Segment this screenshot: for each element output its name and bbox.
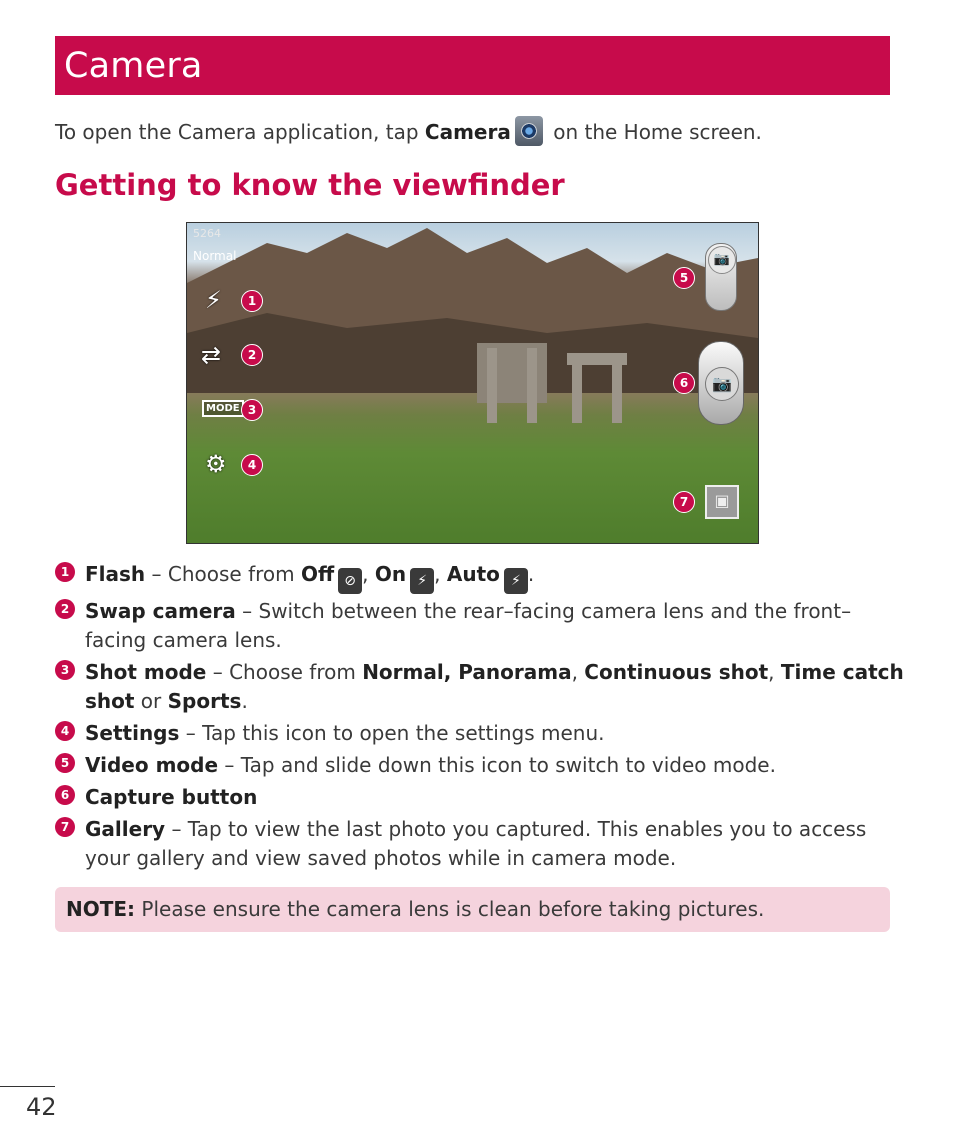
callout-4: 4 <box>241 454 263 476</box>
mode-option: Time catch shot <box>85 660 904 713</box>
intro-app-name: Camera <box>424 120 511 144</box>
intro-text-before: To open the Camera application, tap <box>55 120 425 144</box>
gallery-thumbnail[interactable]: ▣ <box>705 485 739 519</box>
item-desc: – Choose from <box>206 660 363 684</box>
camera-icon: 📷 <box>708 246 736 274</box>
section-title: Getting to know the viewfinder <box>55 168 565 202</box>
callout-1: 1 <box>241 290 263 312</box>
item-desc: – Tap this icon to open the settings menu. <box>179 721 605 745</box>
item-number: 3 <box>55 660 75 680</box>
camera-app-icon <box>515 116 543 146</box>
separator: , <box>571 660 585 684</box>
intro-text-after: on the Home screen. <box>546 120 762 144</box>
page-number: 42 <box>26 1093 57 1121</box>
swap-camera-icon[interactable]: ⇄ <box>201 341 222 369</box>
item-name: Settings <box>85 721 180 745</box>
separator: , <box>434 562 447 586</box>
flash-off-label: Off <box>300 562 335 586</box>
flash-on-label: On <box>374 562 407 586</box>
list-item-video-mode <box>55 751 905 780</box>
page-title: Camera <box>64 46 203 86</box>
item-name: Swap camera <box>85 599 236 623</box>
viewfinder-image <box>186 222 759 544</box>
mode-option: Sports <box>167 689 242 713</box>
mode-option: Normal, Panorama <box>362 660 572 684</box>
item-name: Capture button <box>85 785 258 809</box>
callout-5: 5 <box>673 267 695 289</box>
item-desc: – Switch between the rear–facing camera lens and the front–facing camera lens. <box>85 599 852 652</box>
flash-off-icon: ⊘ <box>338 568 362 594</box>
note-label: NOTE: <box>66 897 136 921</box>
callout-2: 2 <box>241 344 263 366</box>
shutter-camera-icon: 📷 <box>705 367 739 401</box>
item-name: Shot mode <box>85 660 207 684</box>
flash-on-icon: ⚡ <box>410 568 434 594</box>
feature-list <box>55 560 905 876</box>
item-number: 4 <box>55 721 75 741</box>
flash-auto-label: Auto <box>446 562 500 586</box>
note-body: Please ensure the camera lens is clean before taking pictures. <box>135 897 765 921</box>
flash-auto-icon: ⚡ <box>504 568 528 594</box>
note-box <box>55 887 890 932</box>
terminator: . <box>241 689 248 713</box>
separator: , <box>362 562 375 586</box>
settings-gear-icon[interactable]: ⚙ <box>205 450 227 478</box>
item-desc: – Tap and slide down this icon to switch to video mode. <box>218 753 776 777</box>
list-item-capture-button <box>55 783 905 812</box>
mountain-landscape <box>187 223 758 423</box>
separator: or <box>134 689 168 713</box>
callout-6: 6 <box>673 372 695 394</box>
item-desc: – Tap to view the last photo you captured. This enables you to access your gallery and view saved photos while in camera mode. <box>85 817 867 870</box>
item-number: 5 <box>55 753 75 773</box>
video-mode-switch[interactable] <box>705 243 737 311</box>
list-item-flash <box>55 560 905 594</box>
terminator: . <box>527 562 535 586</box>
separator: , <box>768 660 781 684</box>
note-text <box>66 896 764 922</box>
remaining-shots: 5264 <box>193 227 221 240</box>
mode-option: Continuous shot <box>584 660 769 684</box>
item-number: 2 <box>55 599 75 619</box>
item-name: Video mode <box>85 753 219 777</box>
intro-paragraph <box>55 116 762 146</box>
list-item-shot-mode <box>55 658 905 716</box>
mode-icon[interactable]: MODE <box>202 400 244 417</box>
header-bar <box>55 36 890 95</box>
item-desc: – Choose from <box>145 562 301 586</box>
shot-mode-label: Normal <box>193 249 237 263</box>
list-item-swap-camera <box>55 597 905 655</box>
capture-button[interactable] <box>698 341 744 425</box>
callout-3: 3 <box>241 399 263 421</box>
item-number: 1 <box>55 562 75 582</box>
footer-divider <box>0 1086 55 1087</box>
item-name: Gallery <box>85 817 166 841</box>
item-name: Flash <box>85 562 146 586</box>
flash-off-icon[interactable]: ⚡ <box>205 286 222 314</box>
list-item-gallery <box>55 815 905 873</box>
callout-7: 7 <box>673 491 695 513</box>
item-number: 7 <box>55 817 75 837</box>
item-number: 6 <box>55 785 75 805</box>
list-item-settings <box>55 719 905 748</box>
